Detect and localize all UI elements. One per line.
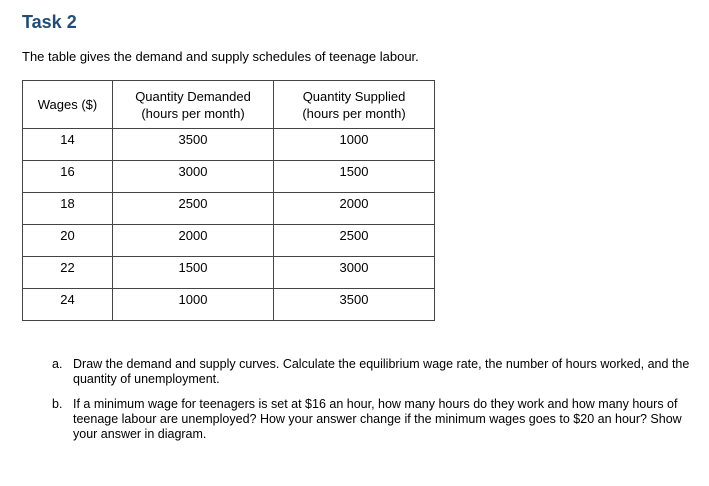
question-a [52, 357, 692, 387]
table-row [23, 225, 435, 257]
cell-supplied: 1000 [274, 129, 435, 161]
cell-wage: 16 [23, 161, 113, 193]
header-supplied-line2: (hours per month) [302, 105, 406, 121]
cell-demanded: 1000 [113, 289, 274, 321]
table-row [23, 257, 435, 289]
schedule-table [22, 80, 435, 321]
header-demanded-line1: Quantity Demanded [135, 88, 251, 104]
page-title: Task 2 [22, 12, 77, 32]
cell-demanded: 3000 [113, 161, 274, 193]
cell-demanded: 1500 [113, 257, 274, 289]
cell-supplied: 2500 [274, 225, 435, 257]
cell-wage: 14 [23, 129, 113, 161]
cell-demanded: 2500 [113, 193, 274, 225]
cell-supplied: 3000 [274, 257, 435, 289]
header-wages: Wages ($) [23, 81, 113, 129]
question-list [52, 357, 692, 452]
question-text: If a minimum wage for teenagers is set at $16 an hour, how many hours do they work and how many hours of teenage labour are unemployed? How your answer change if the minimum wages goes to $20 an hour? Show your answer in diagram. [73, 397, 682, 441]
header-quantity-supplied [274, 81, 435, 129]
cell-wage: 22 [23, 257, 113, 289]
question-letter: b. [52, 397, 63, 411]
question-b [52, 397, 692, 442]
cell-supplied: 1500 [274, 161, 435, 193]
header-row [23, 81, 435, 129]
table-row [23, 161, 435, 193]
cell-supplied: 3500 [274, 289, 435, 321]
question-letter: a. [52, 357, 63, 371]
cell-supplied: 2000 [274, 193, 435, 225]
intro-text: The table gives the demand and supply schedules of teenage labour. [22, 49, 419, 64]
cell-demanded: 2000 [113, 225, 274, 257]
header-demanded-line2: (hours per month) [141, 105, 245, 121]
cell-wage: 18 [23, 193, 113, 225]
table-row [23, 193, 435, 225]
cell-wage: 24 [23, 289, 113, 321]
table-row [23, 289, 435, 321]
question-text: Draw the demand and supply curves. Calculate the equilibrium wage rate, the number of hours worked, and the quantity of unemployment. [73, 357, 690, 386]
header-quantity-demanded [113, 81, 274, 129]
header-supplied-line1: Quantity Supplied [302, 88, 406, 104]
cell-wage: 20 [23, 225, 113, 257]
cell-demanded: 3500 [113, 129, 274, 161]
table-row [23, 129, 435, 161]
